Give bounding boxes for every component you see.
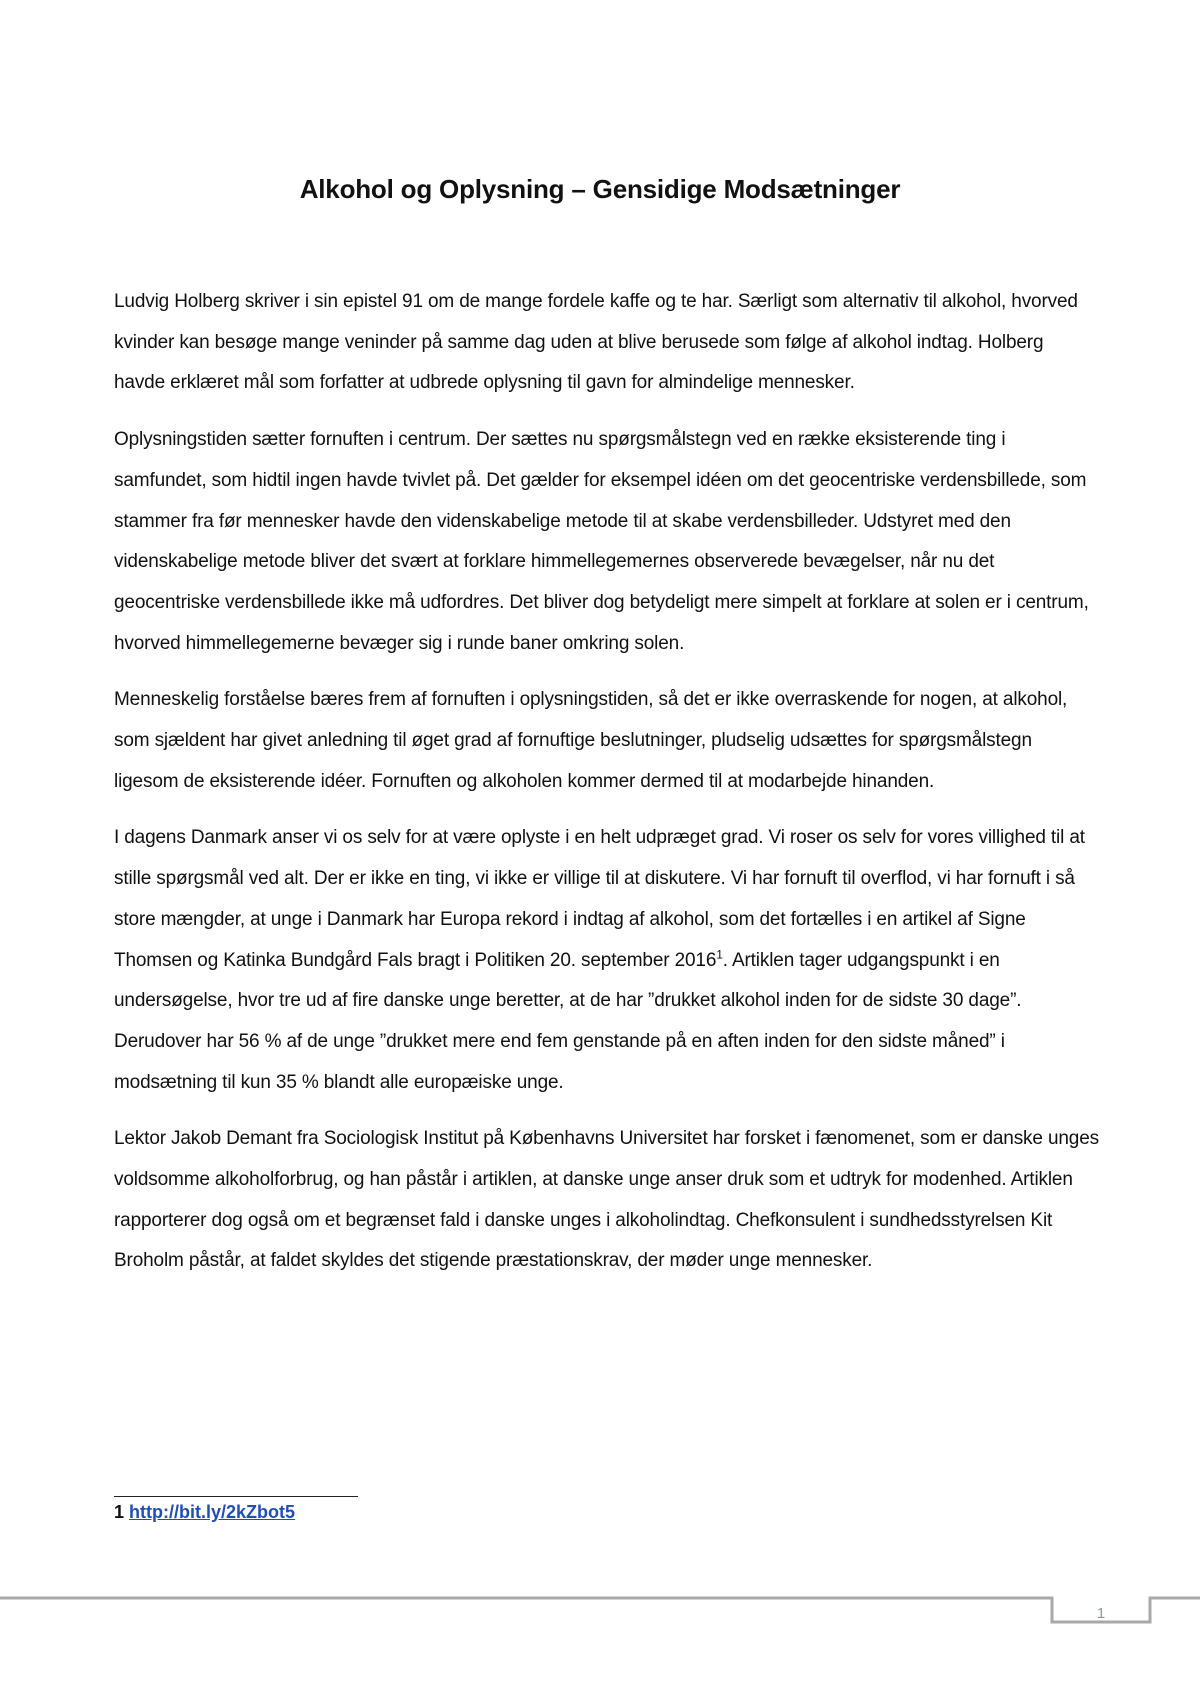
paragraph-5: Lektor Jakob Demant fra Sociologisk Institut på Københavns Universitet har forsket i fænomenet, som er danske unges voldsomme alkoholforbrug, og han påstår i artiklen, at danske unge anser druk som et udtryk for modenhed. Artiklen rapporterer dog også om et begrænset fald i danske unges i alkoholindtag. Chefkonsulent i sundhedsstyrelsen Kit Broholm påstår, at faldet skyldes det stigende præstationskrav, der møder unge mennesker. <box>114 1128 1099 1272</box>
footnote-number: 1 <box>114 1502 125 1522</box>
page-number: 1 <box>1096 1605 1106 1622</box>
document-title: Alkohol og Oplysning – Gensidige Modsætninger <box>299 174 901 204</box>
paragraph-4 <box>114 818 1099 1103</box>
footnote-reference[interactable]: 1 <box>716 947 723 962</box>
paragraph-4-text-after-ref: . Artiklen tager udgangspunkt i en undersøgelse, hvor tre ud af fire danske unge beretter, at de har ”drukket alkohol inden for de sidste 30 dage”. Derudover har 56 % af de unge ”drukket mere end fem genstande på en aften inden for den sidste måned” i modsætning til kun 35 % blandt alle europæiske unge. <box>114 949 1022 1093</box>
paragraph-2: Oplysningstiden sætter fornuften i centrum. Der sættes nu spørgsmålstegn ved en række eksisterende ting i samfundet, som hidtil ingen havde tvivlet på. Det gælder for eksempel idéen om det geocentriske verdensbillede, som stammer fra før mennesker havde den videnskabelige metode til at skabe verdensbilleder. Udstyret med den videnskabelige metode bliver det svært at forklare himmellegemernes observerede bevægelser, når nu det geocentriske verdensbillede ikke må udfordres. Det bliver dog betydeligt mere simpelt at forklare at solen er i centrum, hvorved himmellegemerne bevæger sig i runde baner omkring solen. <box>114 429 1089 654</box>
footnote-separator <box>114 1496 358 1497</box>
footer-border-line <box>0 1598 1200 1622</box>
paragraph-3: Menneskelig forståelse bæres frem af fornuften i oplysningstiden, så det er ikke overraskende for nogen, at alkohol, som sjældent har givet anledning til øget grad af fornuftige beslutninger, pludselig udsættes for spørgsmålstegn ligesom de eksisterende idéer. Fornuften og alkoholen kommer dermed til at modarbejde hinanden. <box>114 689 1068 792</box>
document-body <box>114 282 1099 1298</box>
paragraph-1: Ludvig Holberg skriver i sin epistel 91 om de mange fordele kaffe og te har. Særligt som alternativ til alkohol, hvorved kvinder kan besøge mange veninder på samme dag uden at blive berusede som følge af alkohol indtag. Holberg havde erklæret mål som forfatter at udbrede oplysning til gavn for almindelige mennesker. <box>114 291 1078 394</box>
footnote <box>114 1502 295 1523</box>
footnote-link[interactable]: http://bit.ly/2kZbot5 <box>129 1502 296 1522</box>
paragraph-4-text-before-ref: I dagens Danmark anser vi os selv for at være oplyste i en helt udpræget grad. Vi roser os selv for vores villighed til at stille spørgsmål ved alt. Der er ikke en ting, vi ikke er villige til at diskutere. Vi har fornuft til overflod, vi har fornuft i så store mængder, at unge i Danmark har Europa rekord i indtag af alkohol, som det fortælles i en artikel af Signe Thomsen og Katinka Bundgård Fals bragt i Politiken 20. september 2016 <box>114 827 1085 971</box>
